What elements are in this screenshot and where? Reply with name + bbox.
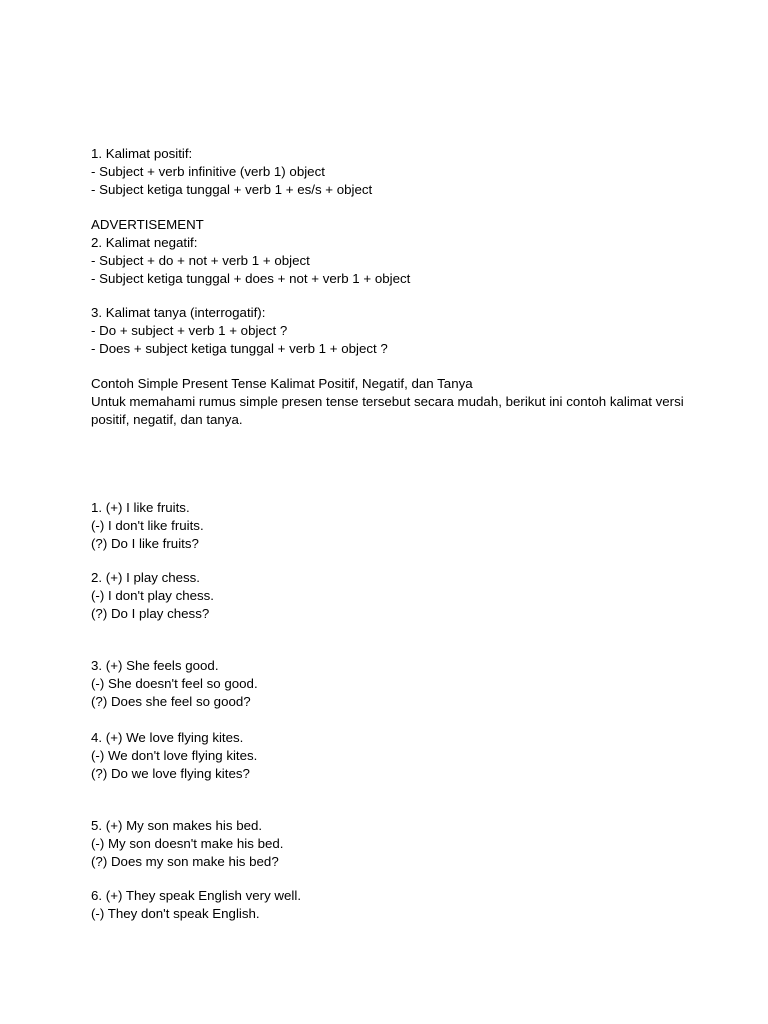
example-negative: (-) I don't play chess. <box>91 588 214 603</box>
example-negative: (-) We don't love flying kites. <box>91 748 258 763</box>
example-negative: (-) They don't speak English. <box>91 906 260 921</box>
question-formula-line: - Do + subject + verb 1 + object ? <box>91 323 288 338</box>
positive-formula-heading: 1. Kalimat positif: <box>91 146 193 161</box>
example-negative: (-) My son doesn't make his bed. <box>91 836 284 851</box>
positive-formula-line: - Subject + verb infinitive (verb 1) object <box>91 164 325 179</box>
example-positive: 1. (+) I like fruits. <box>91 500 190 515</box>
positive-formula-line: - Subject ketiga tunggal + verb 1 + es/s + object <box>91 182 373 197</box>
examples-intro: Untuk memahami rumus simple presen tense tersebut secara mudah, berikut ini contoh kalimat versi positif, negatif, dan tanya. <box>91 394 684 427</box>
examples-title: Contoh Simple Present Tense Kalimat Positif, Negatif, dan Tanya <box>91 376 473 391</box>
advertisement-label: ADVERTISEMENT <box>91 217 204 232</box>
example-positive: 5. (+) My son makes his bed. <box>91 818 263 833</box>
question-formula-line: - Does + subject ketiga tunggal + verb 1 + object ? <box>91 341 388 356</box>
example-negative: (-) I don't like fruits. <box>91 518 204 533</box>
example-question: (?) Do we love flying kites? <box>91 766 250 781</box>
example-positive: 2. (+) I play chess. <box>91 570 201 585</box>
example-positive: 6. (+) They speak English very well. <box>91 888 302 903</box>
negative-formula-heading: 2. Kalimat negatif: <box>91 235 198 250</box>
example-question: (?) Does my son make his bed? <box>91 854 279 869</box>
example-question: (?) Do I like fruits? <box>91 536 199 551</box>
negative-formula-line: - Subject + do + not + verb 1 + object <box>91 253 310 268</box>
example-question: (?) Do I play chess? <box>91 606 210 621</box>
example-positive: 3. (+) She feels good. <box>91 658 219 673</box>
example-positive: 4. (+) We love flying kites. <box>91 730 244 745</box>
example-negative: (-) She doesn't feel so good. <box>91 676 258 691</box>
example-question: (?) Does she feel so good? <box>91 694 251 709</box>
question-formula-heading: 3. Kalimat tanya (interrogatif): <box>91 305 266 320</box>
negative-formula-line: - Subject ketiga tunggal + does + not + verb 1 + object <box>91 271 411 286</box>
